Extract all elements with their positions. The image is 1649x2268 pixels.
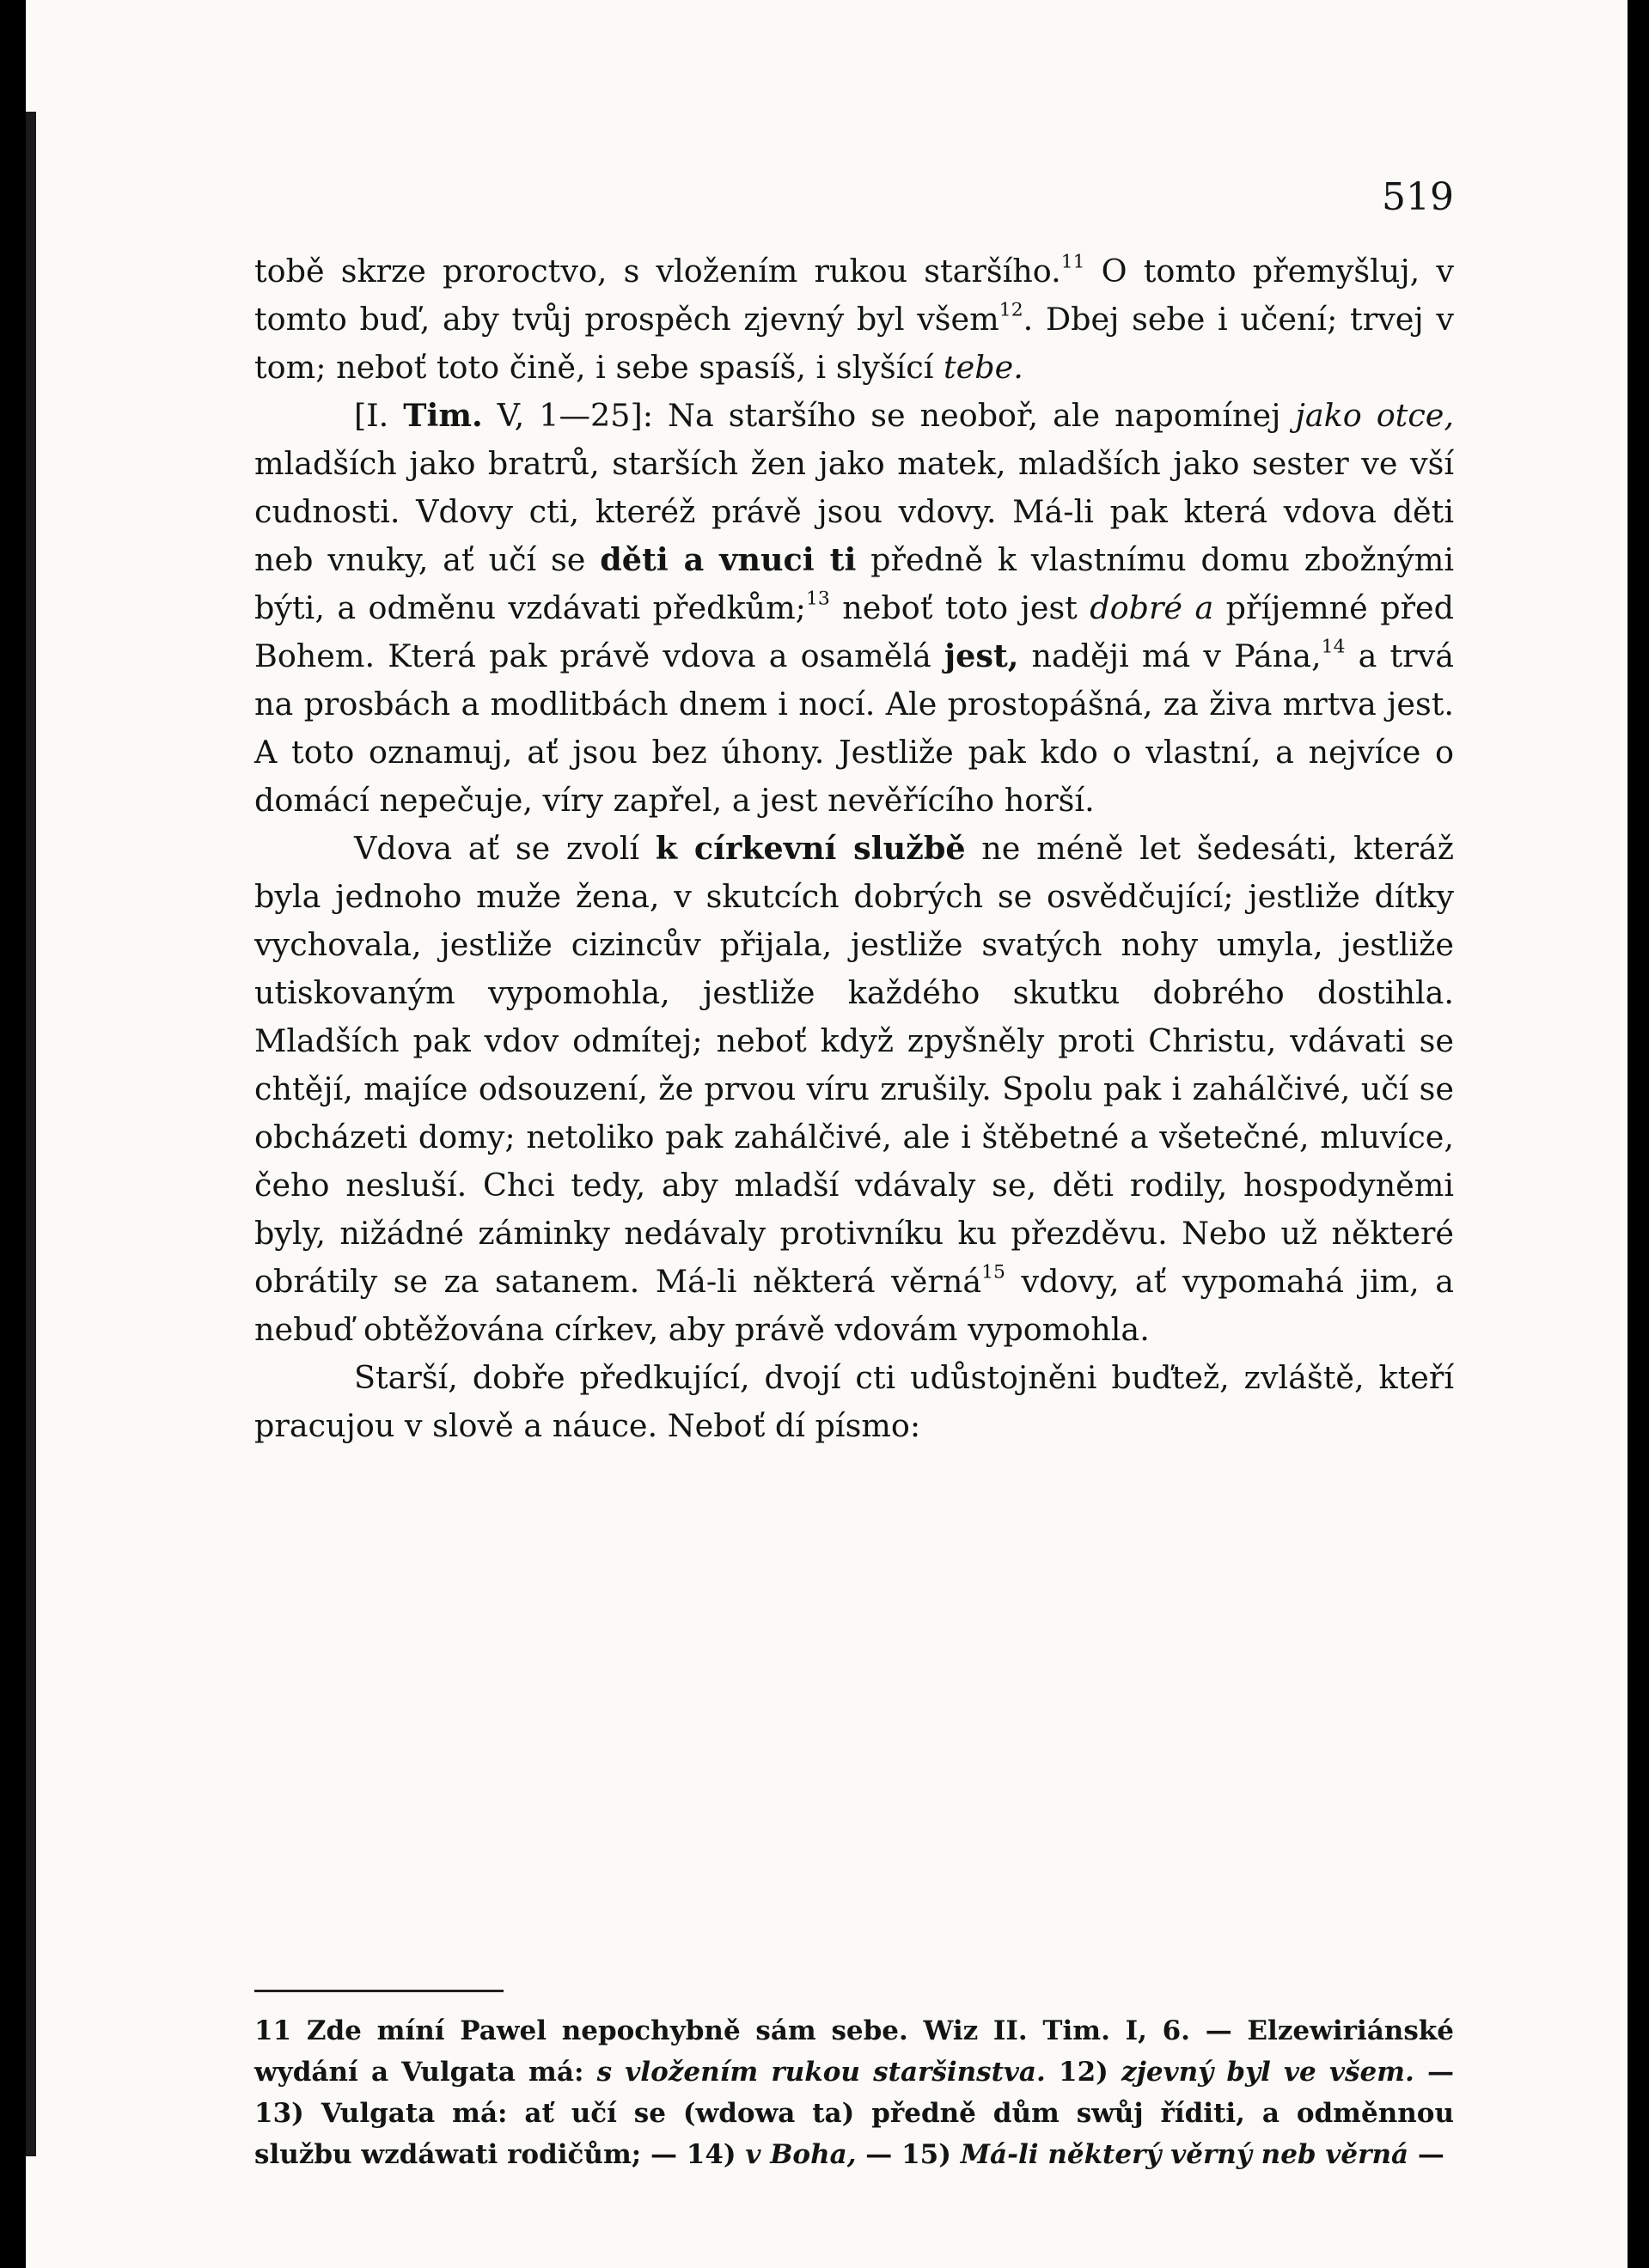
main-text [254,247,1454,1450]
paragraph [254,247,1454,392]
binding-gutter [26,112,36,2156]
text-run: předně k vlastnímu domu zbožnými býti, a odměnu vzdávati předkům; [254,541,1455,626]
text-run: — 15) [856,2139,961,2170]
text-run: tobě skrze proroctvo, s vložením rukou staršího. [254,253,1061,290]
paragraph [254,1354,1454,1450]
footnote-marker: 14 [1321,636,1346,658]
text-run: neboť toto jest [829,589,1090,626]
italic-text: s vložením rukou staršinstva. [596,2057,1046,2088]
text-run: 11 Zde míní Pawel nepochybně sám sebe. Wiz II. Tim. I, 6. — Elzewiriánské wydání a Vulgata má: [254,2015,1454,2088]
text-run: — [1408,2139,1444,2170]
text-run: naději má v Pána, [1018,637,1322,674]
paragraph [254,392,1454,825]
fraktur-text: děti a vnuci ti [600,541,857,578]
footnote-marker: 11 [1060,251,1085,273]
italic-text: v Boha, [745,2139,857,2170]
text-run: mladších jako bratrů, starších žen jako matek, mladších jako sester ve vší cudnosti. Vdovy cti, kteréž právě jsou vdovy. Má-li pak která vdova děti neb vnuky, ať učí se [254,445,1454,578]
italic-text: tebe. [943,349,1023,386]
text-run: [I. [354,397,404,434]
text-run: 12) [1045,2057,1122,2088]
footnote-separator [254,1990,504,1992]
footnote-marker: 15 [981,1261,1005,1283]
italic-text: jako otce, [1295,397,1454,434]
italic-text: zjevný byl ve všem. [1121,2057,1414,2088]
text-run: Starší, dobře předkující, dvojí cti udůstojněni buďtež, zvláště, kteří pracujou v slově a náuce. Neboť dí písmo: [254,1359,1454,1444]
text-run: O tomto přemyšluj, v tomto buď, aby tvůj prospěch zjevný byl všem [254,253,1454,338]
text-run: příjemné před Bohem. Která pak právě vdova a osamělá [254,589,1454,674]
text-run: a trvá na prosbách a modlitbách dnem i nocí. Ale prostopášná, za živa mrtva jest. A toto oznamuj, ať jsou bez úhony. Jestliže pak kdo o vlastní, a nejvíce o domácí nepečuje, víry zapřel, a jest nevěřícího horší. [254,637,1454,819]
fraktur-text: jest, [944,637,1019,674]
italic-text: dobré a [1090,589,1214,626]
text-run: . Dbej sebe i učení; trvej v tom; neboť toto čině, i sebe spasíš, i slyšící [254,301,1454,386]
footnotes [254,2010,1454,2175]
paragraph [254,825,1454,1354]
fraktur-text: Tim. [403,397,483,434]
page-number: 519 [1382,175,1454,219]
text-run: vdovy, ať vypomahá jim, a nebuď obtěžována církev, aby právě vdovám vypomohla. [254,1263,1454,1348]
book-page [26,0,1628,2268]
text-run: ne méně let šedesáti, kteráž byla jednoho muže žena, v skutcích dobrých se osvědčující; jestliže dítky vychovala, jestliže cizincův přijala, jestliže svatých nohy umyla, jestliže utiskovaným vypomohla, jestliže každého skutku dobrého dostihla. Mladších pak vdov odmítej; neboť když zpyšněly proti Christu, vdávati se chtějí, majíce odsouzení, že prvou víru zrušily. Spolu pak i zahálčivé, učí se obcházeti domy; netoliko pak zahálčivé, ale i štěbetné a všetečné, mluvíce, čeho nesluší. Chci tedy, aby mladší vdávaly se, děti rodily, hospodyněmi byly, nižádné záminky nedávaly protivníku ku přezděvu. Nebo už některé obrátily se za satanem. Má-li některá věrná [254,830,1454,1300]
fraktur-text: k církevní službě [655,830,966,867]
footnote-marker: 13 [805,588,830,610]
footnote-marker: 12 [999,299,1023,321]
text-run: Vdova ať se zvolí [354,830,656,867]
text-run: V, 1—25]: Na staršího se neoboř, ale napomínej [482,397,1296,434]
footnote-paragraph [254,2010,1454,2175]
text-run: — 13) Vulgata má: ať učí se (wdowa ta) předně dům swůj říditi, a odměnnou službu wzdáwati rodičům; — 14) [254,2057,1454,2170]
italic-text: Má-li některý věrný neb věrná [960,2139,1409,2170]
